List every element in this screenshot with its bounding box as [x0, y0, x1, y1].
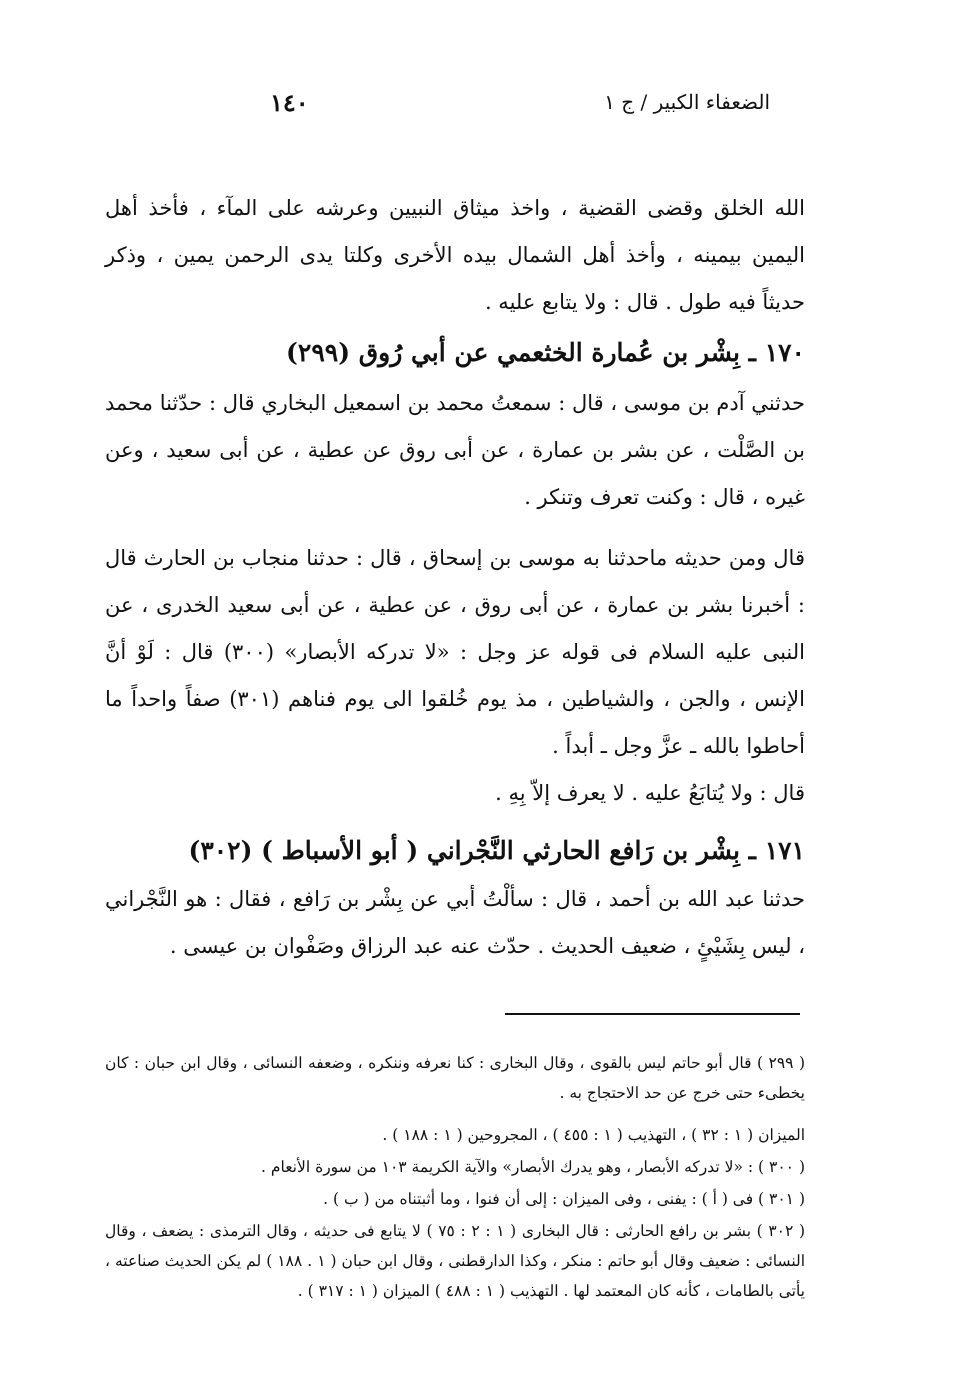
footnote-302: ( ٣٠٢ ) بشر بن رافع الحارثى : قال البخارى ( ١ : ٢ : ٧٥ ) لا يتابع فى حديثه ، وقال الترمذى : يضعف ، وقال النسائى : ضعيف وقال أبو حاتم : منكر ، وكذا الدارقطنى ، وقال ابن حبان ( ١ . ١٨٨ ) لم يكن الحديث صناعته ، يأتى بالطامات ، كأنه كان المعتمد لها . التهذيب ( ١ : ٤٨٨ ) الميزان ( ١ : ٣١٧ ) .: [105, 1222, 806, 1300]
entry-170-heading: ١٧٠ ـ بِشْر بن عُمارة الخثعمي عن أبي رُوق (٢٩٩): [286, 338, 805, 367]
entry-170-paragraph-b-block: [105, 535, 805, 770]
running-header: [270, 88, 770, 126]
entry-171-heading-block: [105, 836, 805, 865]
intro-paragraph: الله الخلق وقضى القضية ، واخذ ميثاق النبيين وعرشه على المآء ، فأخذ أهل اليمين بيمينه ، وأخذ أهل الشمال بيده الأخرى وكلتا يدى الرحمن يمين ، وذكر حديثاً فيه طول . قال : ولا يتابع عليه .: [105, 196, 805, 314]
page-number: ١٤٠: [270, 88, 309, 117]
footnote-299: ( ٢٩٩ ) قال أبو حاتم ليس بالقوى ، وقال البخارى : كنا نعرفه وننكره ، وضعفه النسائى ، وقال ابن حبان : كان يخطىء حتى خرج عن حد الاحتجاج به .: [105, 1054, 805, 1102]
footnote-300: ( ٣٠٠ ) : «لا تدركه الأبصار ، وهو يدرك الأبصار» والآية الكريمة ١٠٣ من سورة الأنعام .: [261, 1158, 805, 1176]
entry-170-paragraph-a-block: [105, 380, 805, 521]
footnote-separator: [505, 1013, 800, 1015]
footnote-301: ( ٣٠١ ) فى ( أ ) : يفنى ، وفى الميزان : إلى أن فنوا ، وما أثبتناه من ( ب ) .: [323, 1190, 805, 1208]
entry-171-heading: ١٧١ ـ بِشْر بن رَافع الحارثي النَّجْراني ( أبو الأسباط ) (٣٠٢): [188, 836, 805, 865]
entry-171-paragraph-a: حدثنا عبد الله بن أحمد ، قال : سألْتُ أبي عن بِشْر بن رَافع ، فقال : هو النَّجْراني ، ليس بِشَيْئٍ ، ضعيف الحديث . حدّث عنه عبد الرزاق وصَفْوان بن عيسى .: [105, 887, 805, 958]
footnote-299-references: الميزان ( ١ : ٣٢ ) ، التهذيب ( ١ : ٤٥٥ ) ، المجروحين ( ١ : ١٨٨ ) .: [382, 1126, 805, 1144]
intro-paragraph-block: [105, 185, 805, 326]
entry-170-paragraph-a: حدثني آدم بن موسى ، قال : سمعتُ محمد بن اسمعيل البخاري قال : حدّثنا محمد بن الصَّلْت ، عن بشر بن عمارة ، عن أبى روق عن عطية ، عن أبى سعيد ، وعن غيره ، قال : وكنت تعرف وتنكر .: [105, 391, 805, 509]
entry-170-paragraph-b: قال ومن حديثه ماحدثنا به موسى بن إسحاق ، قال : حدثنا منجاب بن الحارث قال : أخبرنا بشر بن عمارة ، عن أبى روق ، عن عطية ، عن أبى سعيد الخدرى ، عن النبى عليه السلام فى قوله عز وجل : «لا تدركه الأبصار» (٣٠٠) قال : لَوْ أنَّ الإنس ، والجن ، والشياطين ، مذ يوم خُلقوا الى يوم فناهم (٣٠١) صفاً واحداً ما أحاطوا بالله ـ عزَّ وجل ـ أبداً .: [105, 546, 805, 758]
book-title: الضعفاء الكبير / ج ١: [604, 90, 770, 114]
entry-170-heading-block: [105, 338, 805, 367]
entry-170-paragraph-c: قال : ولا يُتابَعُ عليه . لا يعرف إلاّ بِهِ .: [495, 781, 805, 805]
entry-170-paragraph-c-block: [105, 770, 805, 817]
entry-171-paragraph-a-block: [105, 876, 805, 970]
